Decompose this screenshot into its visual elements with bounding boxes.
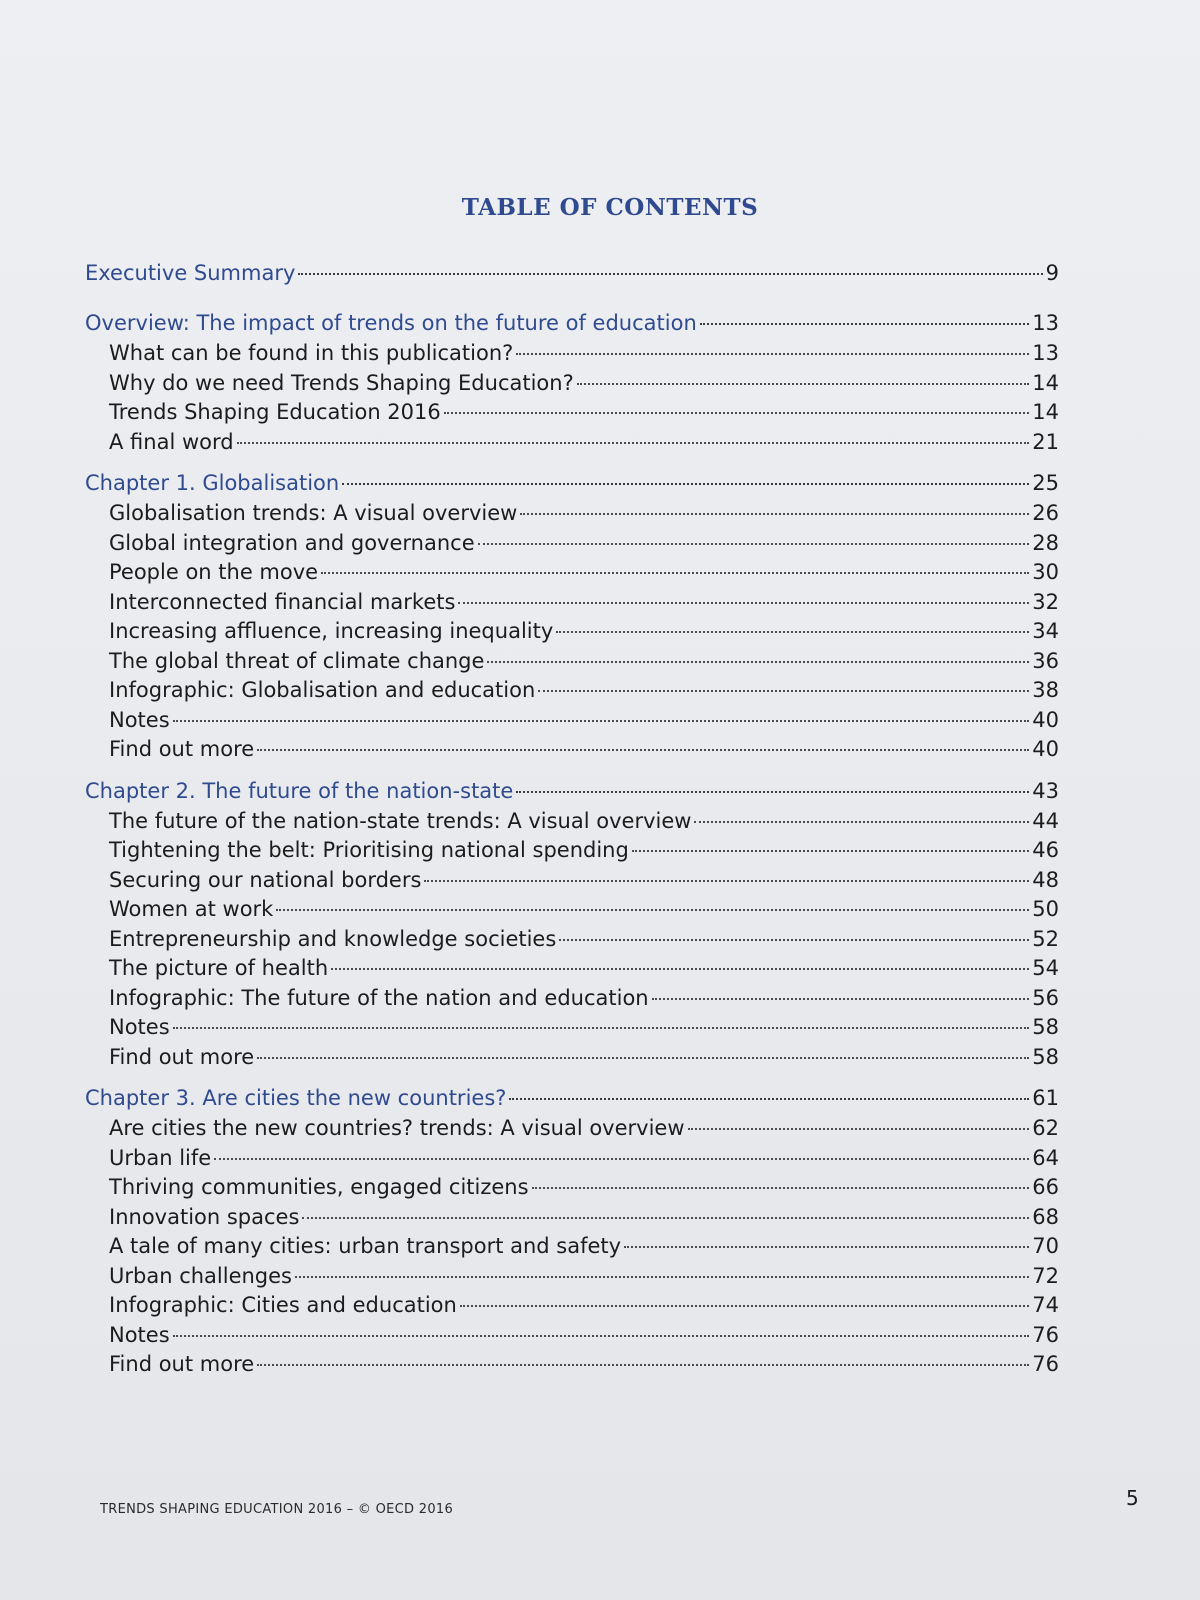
toc-heading-page: 61 — [1032, 1086, 1059, 1110]
toc-entry — [85, 558, 1059, 588]
toc-entry — [85, 1043, 1059, 1073]
toc-entry-page: 76 — [1032, 1352, 1059, 1376]
toc-entry-page: 72 — [1032, 1263, 1059, 1288]
toc-entry-label: Securing our national borders — [109, 867, 422, 892]
toc-entry-label: Infographic: Cities and education — [109, 1293, 457, 1317]
toc-heading-page: 13 — [1032, 311, 1059, 335]
page-number: 5 — [1126, 1486, 1139, 1510]
toc-entry-label: Notes — [109, 1322, 170, 1347]
dot-leader — [298, 273, 1042, 275]
dot-leader — [458, 602, 1029, 604]
toc-entry-page: 13 — [1032, 341, 1059, 365]
toc-entry — [85, 954, 1059, 984]
dot-leader — [516, 353, 1029, 355]
toc-entry-label: A tale of many cities: urban transport and safety — [109, 1234, 622, 1258]
dot-leader — [632, 850, 1029, 852]
toc-entry-page: 74 — [1032, 1293, 1059, 1317]
toc-entry-label: Women at work — [109, 897, 274, 921]
dot-leader — [556, 631, 1029, 633]
toc-entry-label: Interconnected financial markets — [109, 589, 456, 614]
toc-entry-label: Why do we need Trends Shaping Education? — [109, 370, 574, 395]
toc-section — [85, 776, 1059, 1073]
dot-leader — [257, 1057, 1029, 1059]
toc-entry-label: Find out more — [109, 1044, 255, 1069]
toc-heading — [85, 308, 1059, 339]
toc-heading-label: Executive Summary — [85, 261, 296, 285]
dot-leader — [577, 383, 1030, 385]
toc-entry — [85, 735, 1059, 765]
toc-entry-page: 56 — [1032, 985, 1059, 1010]
toc-entry-page: 66 — [1032, 1175, 1059, 1199]
toc-entry-page: 50 — [1032, 897, 1059, 921]
toc-entry — [85, 428, 1059, 458]
dot-leader — [214, 1158, 1029, 1160]
toc-entry — [85, 925, 1059, 955]
toc-entry-label: Innovation spaces — [109, 1204, 300, 1229]
toc-entry-label: Infographic: Globalisation and education — [109, 678, 536, 702]
toc-entry-page: 70 — [1032, 1234, 1059, 1258]
toc-entry — [85, 866, 1059, 896]
toc-heading-page: 25 — [1032, 471, 1059, 495]
toc-entry-label: People on the move — [109, 560, 319, 584]
toc-entry — [85, 984, 1059, 1014]
toc-entry — [85, 1013, 1059, 1043]
toc-heading-label: Overview: The impact of trends on the future of education — [85, 311, 697, 335]
toc-entry-label: Notes — [109, 707, 170, 732]
dot-leader — [444, 412, 1030, 414]
toc-entry — [85, 706, 1059, 736]
toc-entry — [85, 647, 1059, 677]
dot-leader — [559, 939, 1029, 941]
toc-entry-page: 46 — [1032, 838, 1059, 862]
toc-heading — [85, 776, 1059, 807]
dot-leader — [688, 1128, 1030, 1130]
toc-entry — [85, 1262, 1059, 1292]
toc-entry — [85, 807, 1059, 837]
toc-entry-label: Notes — [109, 1015, 170, 1039]
toc-entry-label: A final word — [109, 429, 234, 454]
toc-entry-label: What can be found in this publication? — [109, 341, 514, 365]
toc-heading-page: 9 — [1045, 261, 1059, 285]
toc-heading — [85, 258, 1059, 289]
toc-entry-label: Tightening the belt: Prioritising national spending — [109, 838, 629, 862]
toc-entry-label: Entrepreneurship and knowledge societies — [109, 926, 557, 951]
toc-entry-page: 58 — [1032, 1044, 1059, 1069]
toc-heading-label: Chapter 1. Globalisation — [85, 471, 340, 495]
toc-entry-page: 64 — [1032, 1145, 1059, 1170]
toc-entry — [85, 617, 1059, 647]
toc-entry — [85, 1173, 1059, 1203]
footer-text: TRENDS SHAPING EDUCATION 2016 – © OECD 2016 — [100, 1502, 454, 1517]
dot-leader — [478, 543, 1030, 545]
toc-entry-page: 34 — [1032, 619, 1059, 643]
toc-entry — [85, 895, 1059, 925]
toc-entry-page: 38 — [1032, 678, 1059, 702]
toc-entry-page: 54 — [1032, 956, 1059, 980]
toc-entry-label: Urban life — [109, 1145, 212, 1170]
toc-entry — [85, 1291, 1059, 1321]
toc-entry-label: Trends Shaping Education 2016 — [109, 400, 441, 424]
dot-leader — [331, 968, 1029, 970]
toc-heading — [85, 1083, 1059, 1114]
toc-entry-page: 28 — [1032, 530, 1059, 555]
table-of-contents — [85, 258, 1059, 1391]
toc-entry — [85, 499, 1059, 529]
toc-entry-page: 48 — [1032, 867, 1059, 892]
page-title: TABLE OF CONTENTS — [461, 194, 759, 221]
toc-entry — [85, 1114, 1059, 1144]
toc-entry — [85, 398, 1059, 428]
toc-entry-label: Globalisation trends: A visual overview — [109, 501, 518, 525]
dot-leader — [173, 720, 1030, 722]
dot-leader — [257, 749, 1029, 751]
toc-entry — [85, 1321, 1059, 1351]
toc-entry-label: Find out more — [109, 1352, 255, 1376]
toc-section — [85, 468, 1059, 765]
toc-entry-label: Are cities the new countries? trends: A visual overview — [109, 1116, 685, 1140]
dot-leader — [487, 661, 1029, 663]
dot-leader — [237, 442, 1030, 444]
dot-leader — [624, 1246, 1029, 1248]
dot-leader — [173, 1027, 1030, 1029]
dot-leader — [520, 513, 1029, 515]
toc-entry-page: 32 — [1032, 589, 1059, 614]
dot-leader — [342, 483, 1029, 485]
toc-entry-page: 62 — [1032, 1116, 1059, 1140]
toc-entry-label: Infographic: The future of the nation and education — [109, 985, 649, 1010]
toc-heading-label: Chapter 2. The future of the nation-state — [85, 778, 514, 803]
dot-leader — [321, 572, 1029, 574]
toc-entry-page: 30 — [1032, 560, 1059, 584]
toc-entry — [85, 529, 1059, 559]
toc-entry-label: Increasing affluence, increasing inequality — [109, 619, 554, 643]
toc-entry-page: 68 — [1032, 1204, 1059, 1229]
toc-entry-page: 58 — [1032, 1015, 1059, 1039]
toc-entry — [85, 339, 1059, 369]
toc-entry — [85, 588, 1059, 618]
dot-leader — [460, 1305, 1029, 1307]
toc-entry-page: 36 — [1032, 648, 1059, 673]
toc-entry-page: 21 — [1032, 429, 1059, 454]
dot-leader — [516, 791, 1029, 793]
toc-entry — [85, 1144, 1059, 1174]
toc-section — [85, 1083, 1059, 1380]
toc-entry-page: 76 — [1032, 1322, 1059, 1347]
toc-entry-page: 40 — [1032, 737, 1059, 761]
toc-entry-label: The future of the nation-state trends: A visual overview — [109, 808, 692, 833]
dot-leader — [302, 1217, 1029, 1219]
toc-entry-label: The picture of health — [109, 956, 329, 980]
toc-entry — [85, 1232, 1059, 1262]
toc-entry — [85, 1350, 1059, 1380]
dot-leader — [532, 1187, 1030, 1189]
toc-heading-page: 43 — [1032, 778, 1059, 803]
dot-leader — [424, 880, 1029, 882]
dot-leader — [509, 1098, 1029, 1100]
toc-entry — [85, 369, 1059, 399]
dot-leader — [173, 1335, 1030, 1337]
toc-heading — [85, 468, 1059, 499]
toc-entry-page: 14 — [1032, 400, 1059, 424]
toc-entry — [85, 676, 1059, 706]
toc-entry-label: Global integration and governance — [109, 530, 475, 555]
toc-entry-label: Find out more — [109, 737, 255, 761]
dot-leader — [538, 690, 1029, 692]
toc-section — [85, 258, 1059, 289]
toc-entry-page: 40 — [1032, 707, 1059, 732]
toc-section — [85, 308, 1059, 457]
toc-heading-label: Chapter 3. Are cities the new countries? — [85, 1086, 507, 1110]
toc-entry-page: 52 — [1032, 926, 1059, 951]
dot-leader — [652, 998, 1030, 1000]
toc-entry-page: 26 — [1032, 501, 1059, 525]
toc-entry-page: 44 — [1032, 808, 1059, 833]
toc-entry-page: 14 — [1032, 370, 1059, 395]
toc-entry — [85, 1203, 1059, 1233]
toc-entry-label: The global threat of climate change — [109, 648, 485, 673]
dot-leader — [694, 821, 1029, 823]
toc-entry-label: Urban challenges — [109, 1263, 293, 1288]
toc-entry-label: Thriving communities, engaged citizens — [109, 1175, 529, 1199]
dot-leader — [276, 909, 1029, 911]
dot-leader — [295, 1276, 1029, 1278]
toc-entry — [85, 836, 1059, 866]
dot-leader — [700, 323, 1030, 325]
dot-leader — [257, 1364, 1029, 1366]
